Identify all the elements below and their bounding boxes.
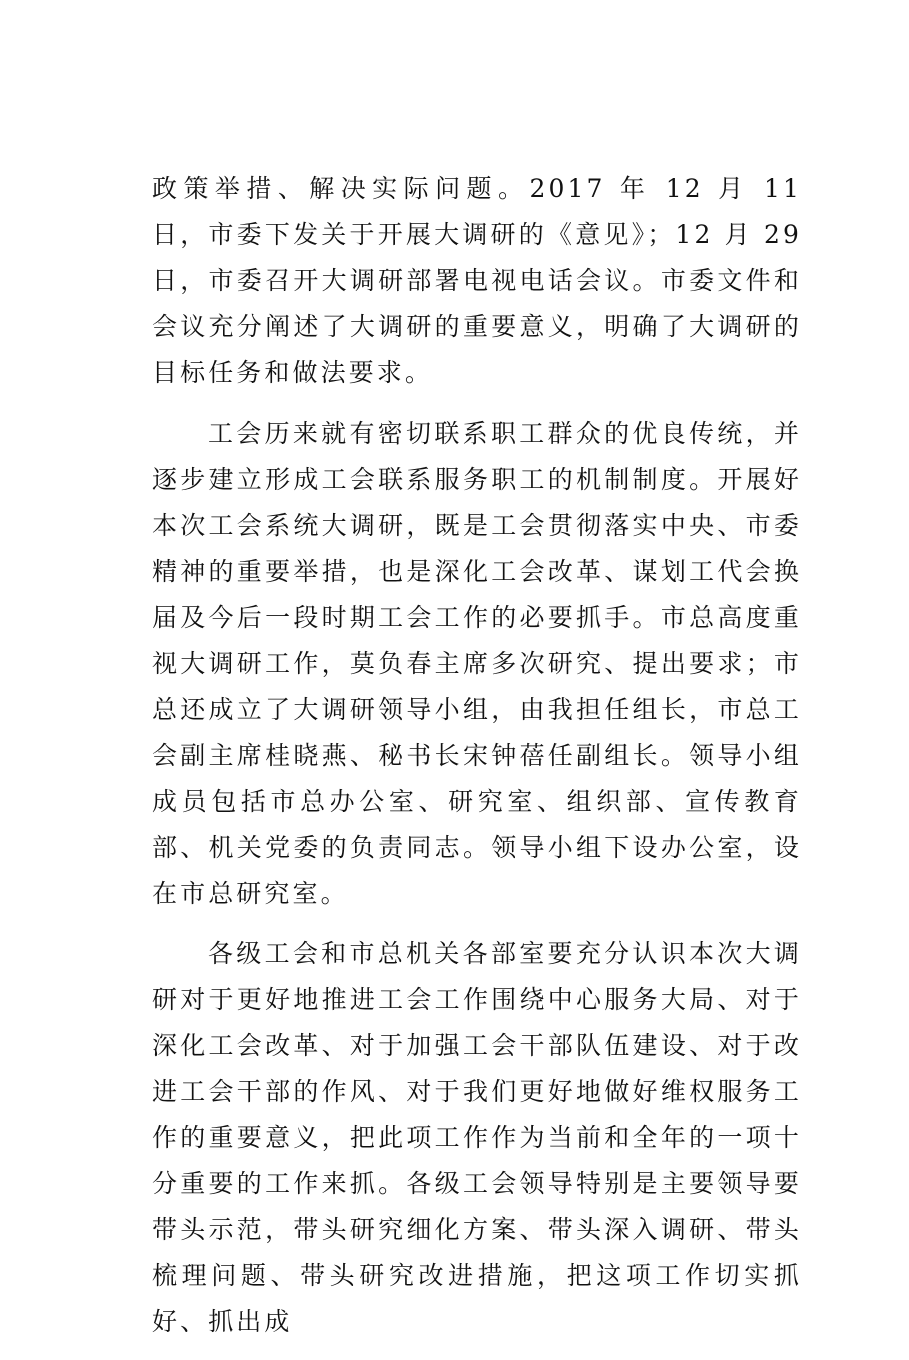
- paragraph-2: 工会历来就有密切联系职工群众的优良传统，并逐步建立形成工会联系服务职工的机制制度。开展好本次工会系统大调研，既是工会贯彻落实中央、市委精神的重要举措，也是深化工会改革、谋划工代会换届及今后一段时期工会工作的必要抓手。市总高度重视大调研工作，莫负春主席多次研究、提出要求；市总还成立了大调研领导小组，由我担任组长，市总工会副主席桂晓燕、秘书长宋钟蓓任副组长。领导小组成员包括市总办公室、研究室、组织部、宣传教育部、机关党委的负责同志。领导小组下设办公室，设在市总研究室。: [152, 418, 802, 908]
- paragraph-1: 政策举措、解决实际问题。2017 年 12 月 11 日，市委下发关于开展大调研的《意见》；12 月 29 日，市委召开大调研部署电视电话会议。市委文件和会议充分阐述了大调研的重要意义，明确了大调研的目标任务和做法要求。: [152, 174, 802, 387]
- document-body: [152, 166, 802, 1360]
- paragraph-3: 各级工会和市总机关各部室要充分认识本次大调研对于更好地推进工会工作围绕中心服务大局、对于深化工会改革、对于加强工会干部队伍建设、对于改进工会干部的作风、对于我们更好地做好维权服务工作的重要意义，把此项工作作为当前和全年的一项十分重要的工作来抓。各级工会领导特别是主要领导要带头示范，带头研究细化方案、带头深入调研、带头梳理问题、带头研究改进措施，把这项工作切实抓好、抓出成: [152, 939, 802, 1337]
